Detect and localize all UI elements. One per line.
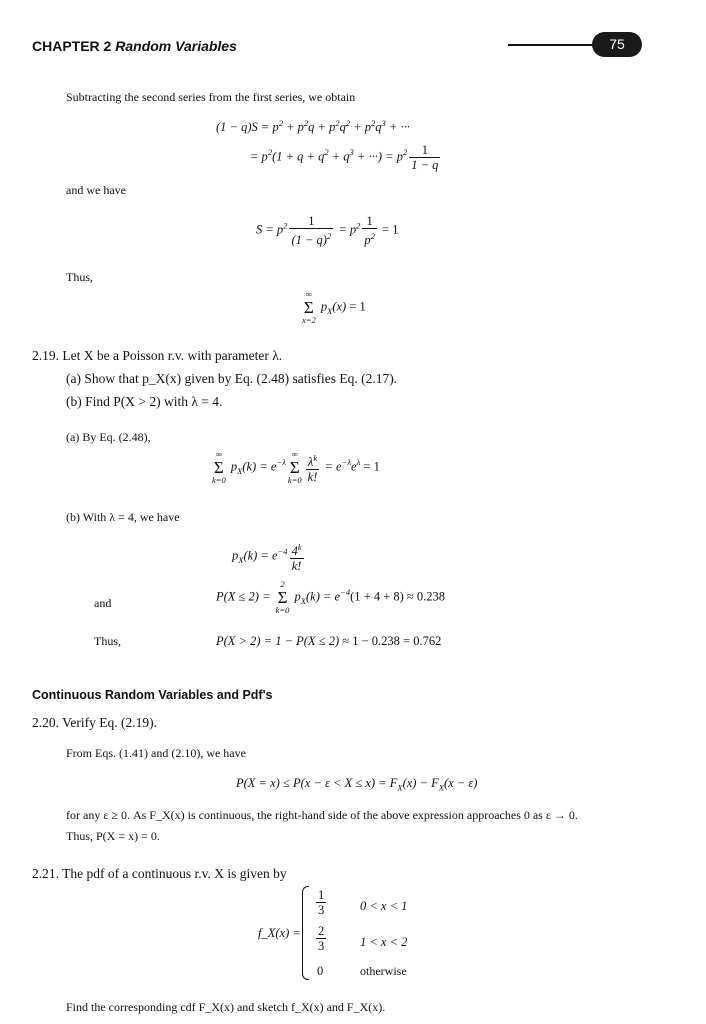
problem-2-19-a: (a) Show that p_X(x) given by Eq. (2.48) satisfies Eq. (2.17). bbox=[66, 371, 398, 386]
problem-2-21: 2.21. The pdf of a continuous r.v. X is given by bbox=[32, 866, 287, 881]
solution-b-label: (b) With λ = 4, we have bbox=[66, 510, 180, 524]
equation-series-difference bbox=[216, 118, 410, 135]
page-number-badge: 75 bbox=[592, 32, 642, 57]
thus-text-2: Thus, bbox=[94, 634, 121, 648]
section-heading: Continuous Random Variables and Pdf's bbox=[32, 688, 273, 702]
thus-text-3: Thus, P(X = x) = 0. bbox=[66, 829, 160, 843]
equation-poisson-sum: ∞ Σ k=0 $p_X(k) = e^{-\lambda}$ ∞ Σ k=0 $\frac{\lambda^k}{k!}$ = $e^{-\lambda}e^\lambda = 1$ bbox=[212, 449, 380, 485]
problem-2-20: 2.20. Verify Eq. (2.19). bbox=[32, 715, 157, 730]
find-cdf-text: Find the corresponding cdf F_X(x) and sketch f_X(x) and F_X(x). bbox=[66, 1000, 386, 1014]
equation-P-le-2: P(X ≤ 2) = 2 Σ k=0 $p_X(k) = e^{-4}(1 + 4 + 8) \approx 0.238$ bbox=[216, 579, 446, 615]
pdf-piecewise-brace bbox=[302, 886, 309, 980]
problem-2-19: 2.19. Let X be a Poisson r.v. with parameter λ. bbox=[32, 348, 283, 363]
solution-a-label: (a) By Eq. (2.48), bbox=[66, 430, 151, 444]
problem-2-19-b: (b) Find P(X > 2) with λ = 4. bbox=[66, 394, 223, 409]
chapter-title: Random Variables bbox=[115, 38, 237, 54]
pdf-case2-value: $\frac{2}{3}$ bbox=[318, 924, 325, 953]
and-we-have-text: and we have bbox=[66, 183, 126, 197]
and-text-2: and bbox=[94, 596, 112, 610]
eq1-line1-text: $(1 - q)S = p^2 + p^2q + p^2q^2 + p^2q^3$ + ··· bbox=[216, 118, 410, 135]
equation-pmf-lambda4: $p_X(k) = e^{-4}$ $\frac{4^k}{k!}$ bbox=[232, 542, 302, 574]
pdf-case2-cond: 1 < x < 2 bbox=[360, 935, 408, 949]
equation-P-X-eq-x: $P(X = x) \le P(x - \varepsilon < X \le x) = F_X(x) - F_X(x - \varepsilon)$ bbox=[236, 776, 478, 793]
pdf-case1-value: $\frac{1}{3}$ bbox=[318, 888, 325, 917]
pdf-case3-value: 0 bbox=[317, 964, 324, 978]
equation-series-sum: = $p^2(1 + q + q^2 + q^3$ + ···) = $p^2$ $\frac{1}{1 - q}$ bbox=[250, 143, 439, 172]
for-any-text: for any ε ≥ 0. As F_X(x) is continuous, the right-hand side of the above expression approaches 0 as ε → 0. bbox=[66, 808, 578, 822]
subtracting-text: Subtracting the second series from the first series, we obtain bbox=[66, 90, 356, 104]
chapter-label: CHAPTER 2 bbox=[32, 38, 112, 54]
chapter-header bbox=[32, 38, 237, 54]
equation-S-result: $S = p^2$ $\frac{1}{(1 - q)^2}$ = $p^2$ $\frac{1}{p^2}$ = 1 bbox=[256, 214, 399, 248]
equation-P-gt-2: P(X > 2) = 1 − P(X ≤ 2) ≈ 1 − 0.238 = 0.762 bbox=[216, 634, 442, 648]
pdf-case3-cond: otherwise bbox=[360, 964, 407, 978]
pdf-lhs: f_X(x) = bbox=[258, 926, 301, 940]
equation-pmf-sum: ∞ Σ x=2 $p_X(x) = 1$ bbox=[302, 289, 366, 325]
from-eqs-text: From Eqs. (1.41) and (2.10), we have bbox=[66, 746, 246, 760]
pdf-case1-cond: 0 < x < 1 bbox=[360, 899, 408, 913]
thus-text-1: Thus, bbox=[66, 270, 93, 284]
